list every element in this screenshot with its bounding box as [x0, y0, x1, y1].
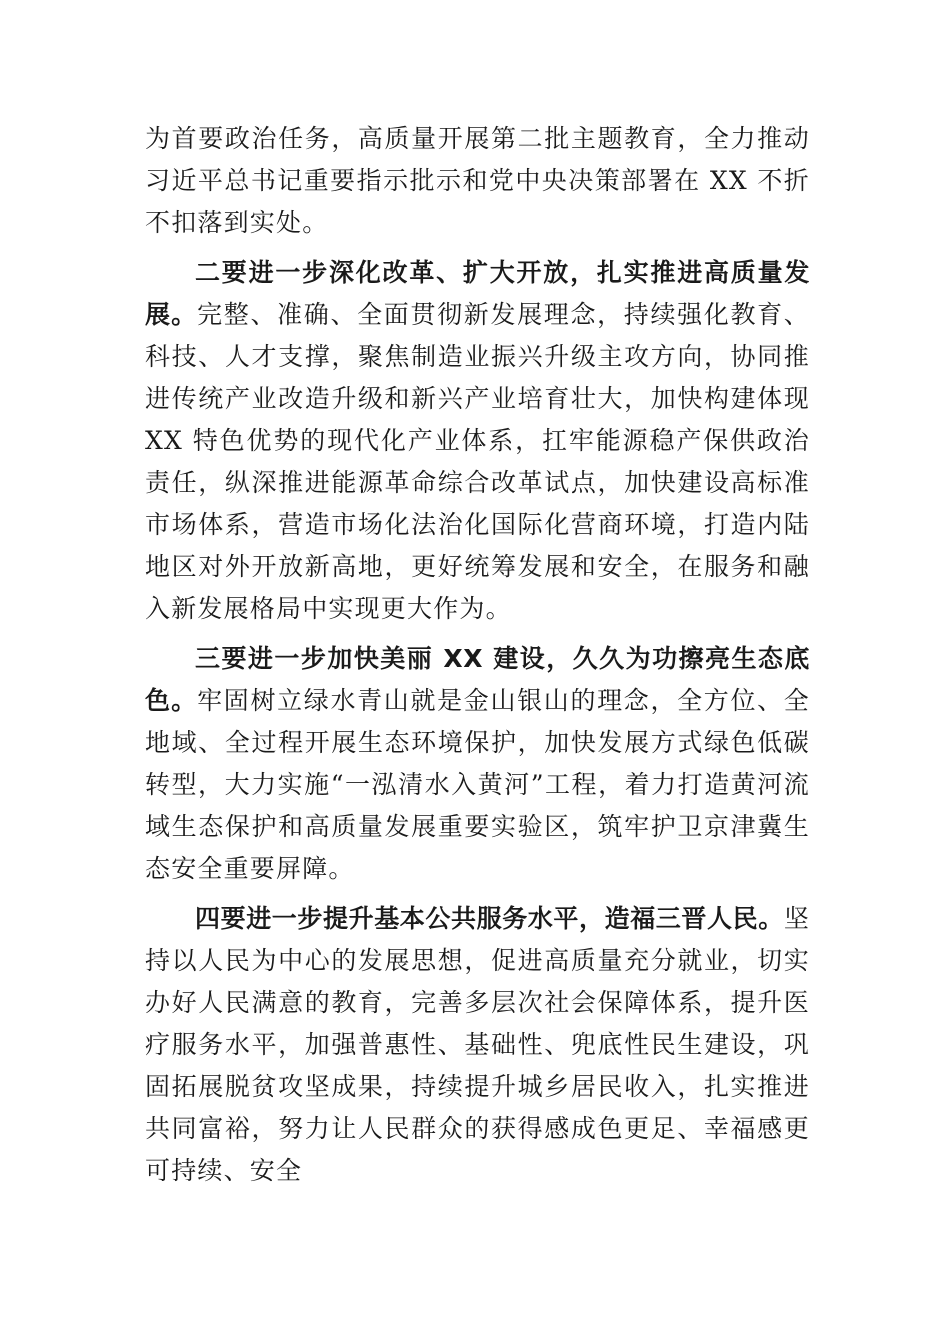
paragraph-continuation [145, 118, 810, 244]
paragraph-body: 为首要政治任务，高质量开展第二批主题教育，全力推动习近平总书记重要指示批示和党中央决策部署在 XX 不折不扣落到实处。 [145, 124, 810, 237]
paragraph-point-three [145, 638, 810, 890]
paragraph-body: 坚持以人民为中心的发展思想，促进高质量充分就业，切实办好人民满意的教育，完善多层次社会保障体系，提升医疗服务水平，加强普惠性、基础性、兜底性民生建设，巩固拓展脱贫攻坚成果，持续提升城乡居民收入，扎实推进共同富裕，努力让人民群众的获得感成色更足、幸福感更可持续、安全 [145, 904, 811, 1185]
paragraph-point-four [145, 898, 810, 1192]
paragraph-body: 牢固树立绿水青山就是金山银山的理念，全方位、全地域、全过程开展生态环境保护，加快发展方式绿色低碳转型，大力实施“一泓清水入黄河”工程，着力打造黄河流域生态保护和高质量发展重要实验区，筑牢护卫京津冀生态安全重要屏障。 [145, 686, 810, 883]
paragraph-body: 完整、准确、全面贯彻新发展理念，持续强化教育、科技、人才支撑，聚焦制造业振兴升级主攻方向，协同推进传统产业改造升级和新兴产业培育壮大，加快构建体现 XX 特色优势的现代化产业体系，扛牢能源稳产保供政治责任，纵深推进能源革命综合改革试点，加快建设高标准市场体系，营造市场化法治化国际化营商环境，打造内陆地区对外开放新高地，更好统筹发展和安全，在服务和融入新发展格局中实现更大作为。 [145, 300, 810, 623]
paragraph-heading: 二要进一步深化改革、扩大开放，扎实推进高质量发展。 [145, 258, 810, 329]
document-body [145, 118, 810, 1200]
paragraph-point-two [145, 252, 810, 630]
paragraph-heading: 三要进一步加快美丽 XX 建设，久久为功擦亮生态底色。 [145, 644, 810, 715]
paragraph-heading: 四要进一步提升基本公共服务水平，造福三晋人民。 [195, 904, 784, 933]
